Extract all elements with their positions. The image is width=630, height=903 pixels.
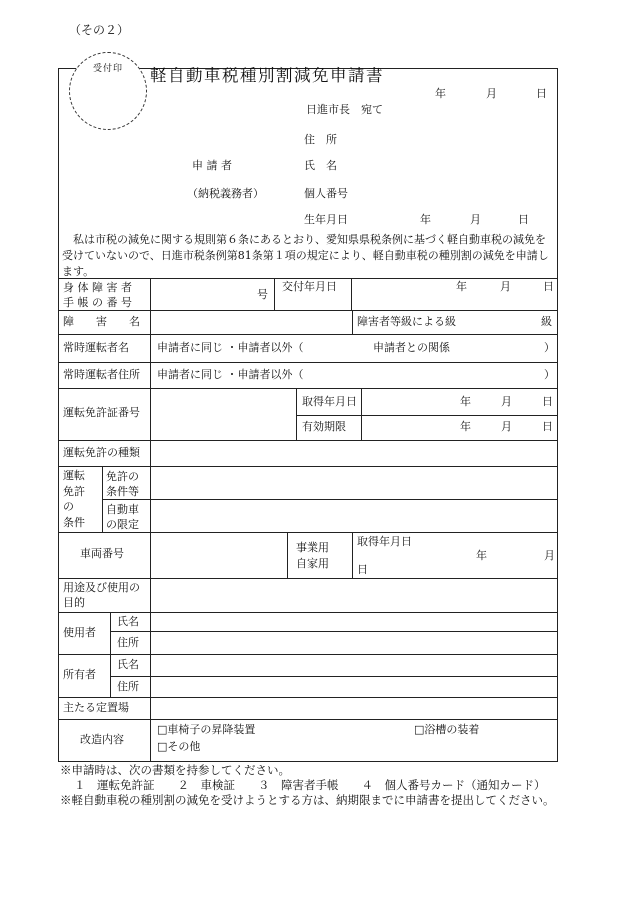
column-line [352, 310, 353, 334]
issue-month: 月 [500, 280, 511, 293]
business-private-label: 事業用 自家用 [296, 541, 329, 570]
user-name-label: 氏名 [117, 615, 139, 628]
addressee: 日進市長 宛て [306, 103, 383, 116]
modification-bath-checkbox[interactable]: □浴槽の装着 [414, 723, 480, 736]
acquired-year: 年 [460, 395, 471, 408]
issue-day: 日 [543, 280, 554, 293]
row-line [58, 334, 558, 335]
name-label: 氏 名 [304, 159, 337, 172]
owner-address-label: 住所 [117, 680, 139, 693]
disability-grade-label: 障害者等級による級 [357, 315, 456, 328]
driver-name-label: 常時運転者名 [63, 341, 129, 354]
header-year: 年 [435, 87, 446, 100]
row-line [58, 362, 558, 363]
vehicle-number-label: 車両番号 [80, 547, 124, 560]
issue-year: 年 [456, 280, 467, 293]
row-line [58, 578, 558, 579]
row-line [58, 532, 558, 533]
grade-suffix: 級 [541, 315, 552, 328]
relation-label: 申請者との関係 [373, 341, 450, 354]
column-line [150, 278, 151, 762]
owner-label: 所有者 [63, 668, 96, 681]
driver-name-options[interactable]: 申請者に同じ ・申請者以外（ [157, 341, 304, 354]
license-type-label: 運転免許の種類 [63, 446, 140, 459]
user-address-label: 住所 [117, 636, 139, 649]
issue-date-label: 交付年月日 [282, 280, 337, 293]
close-paren: ） [544, 368, 555, 381]
license-acquired-label: 取得年月日 [302, 395, 357, 408]
storage-location-label: 主たる定置場 [63, 701, 129, 714]
modification-label: 改造内容 [80, 733, 124, 746]
expiry-year: 年 [460, 420, 471, 433]
close-paren: ） [544, 341, 555, 354]
row-line [110, 631, 558, 632]
user-label: 使用者 [63, 626, 96, 639]
birth-month: 月 [470, 213, 481, 226]
row-line [58, 466, 558, 467]
row-line [58, 612, 558, 613]
modification-other-checkbox[interactable]: □その他 [157, 740, 201, 753]
book-number-suffix: 号 [257, 288, 268, 301]
column-line [102, 466, 103, 532]
license-number-label: 運転免許証番号 [63, 406, 140, 419]
expiry-day: 日 [542, 420, 553, 433]
taxpayer-label: （納税義務者） [187, 187, 264, 200]
individual-number-label: 個人番号 [304, 187, 348, 200]
applicant-label: 申 請 者 [192, 159, 232, 172]
disability-book-label: 身 体 障 害 者 手 帳 の 番 号 [63, 281, 132, 309]
header-day: 日 [536, 87, 547, 100]
row-line [110, 676, 558, 677]
row-line [296, 415, 558, 416]
vehicle-month: 月 [544, 549, 555, 562]
stamp-label: 受付印 [92, 64, 123, 74]
license-conditions-label: 運転 免許 の 条件 [63, 469, 85, 529]
header-month: 月 [486, 87, 497, 100]
row-line [58, 440, 558, 441]
modification-wheelchair-checkbox[interactable]: □車椅子の昇降装置 [157, 723, 256, 736]
license-conditions-etc-label: 免許の 条件等 [106, 470, 139, 498]
owner-name-label: 氏名 [117, 658, 139, 671]
column-line [352, 532, 353, 578]
birth-day: 日 [518, 213, 529, 226]
purpose-label: 用途及び使用の 目的 [63, 581, 140, 609]
note-deadline: ※軽自動車税の種別割の減免を受けようとする方は、納期限までに申請書を提出してください。 [60, 793, 555, 807]
column-line [296, 388, 297, 440]
disability-name-label: 障 害 名 [63, 315, 140, 328]
row-line [58, 719, 558, 720]
form-title: 軽自動車税種別割減免申請書 [150, 66, 384, 85]
reception-stamp-area [69, 52, 147, 130]
vehicle-day: 日 [357, 563, 368, 576]
birth-date-label: 生年月日 [304, 213, 348, 226]
row-line [58, 278, 558, 279]
expiry-month: 月 [501, 420, 512, 433]
vehicle-acquired-label: 取得年月日 [357, 535, 412, 548]
row-line [102, 499, 558, 500]
birth-year: 年 [420, 213, 431, 226]
row-line [58, 697, 558, 698]
row-line [58, 654, 558, 655]
row-line [58, 388, 558, 389]
page-number: （その２） [69, 23, 130, 37]
address-label: 住 所 [304, 133, 337, 146]
car-limitation-label: 自動車 の限定 [106, 503, 139, 531]
expiry-label: 有効期限 [302, 420, 346, 433]
column-line [351, 278, 352, 310]
column-line [361, 388, 362, 440]
note-documents: ※申請時は、次の書類を持参してください。 [60, 763, 290, 777]
column-line [110, 612, 111, 697]
column-line [287, 532, 288, 578]
column-line [274, 278, 275, 310]
driver-address-options[interactable]: 申請者に同じ ・申請者以外（ [157, 368, 304, 381]
driver-address-label: 常時運転者住所 [63, 368, 140, 381]
vehicle-year: 年 [476, 549, 487, 562]
note-document-list: １ 運転免許証 ２ 車検証 ３ 障害者手帳 ４ 個人番号カード（通知カード） [74, 778, 546, 792]
row-line [58, 310, 558, 311]
declaration-text: 私は市税の減免に関する規則第６条にあるとおり、愛知県県税条例に基づく軽自動車税の減免を受けていないので、日進市税条例第81条第１項の規定により、軽自動車税の種別割の減免を申請します。 [62, 233, 549, 278]
acquired-month: 月 [501, 395, 512, 408]
acquired-day: 日 [542, 395, 553, 408]
